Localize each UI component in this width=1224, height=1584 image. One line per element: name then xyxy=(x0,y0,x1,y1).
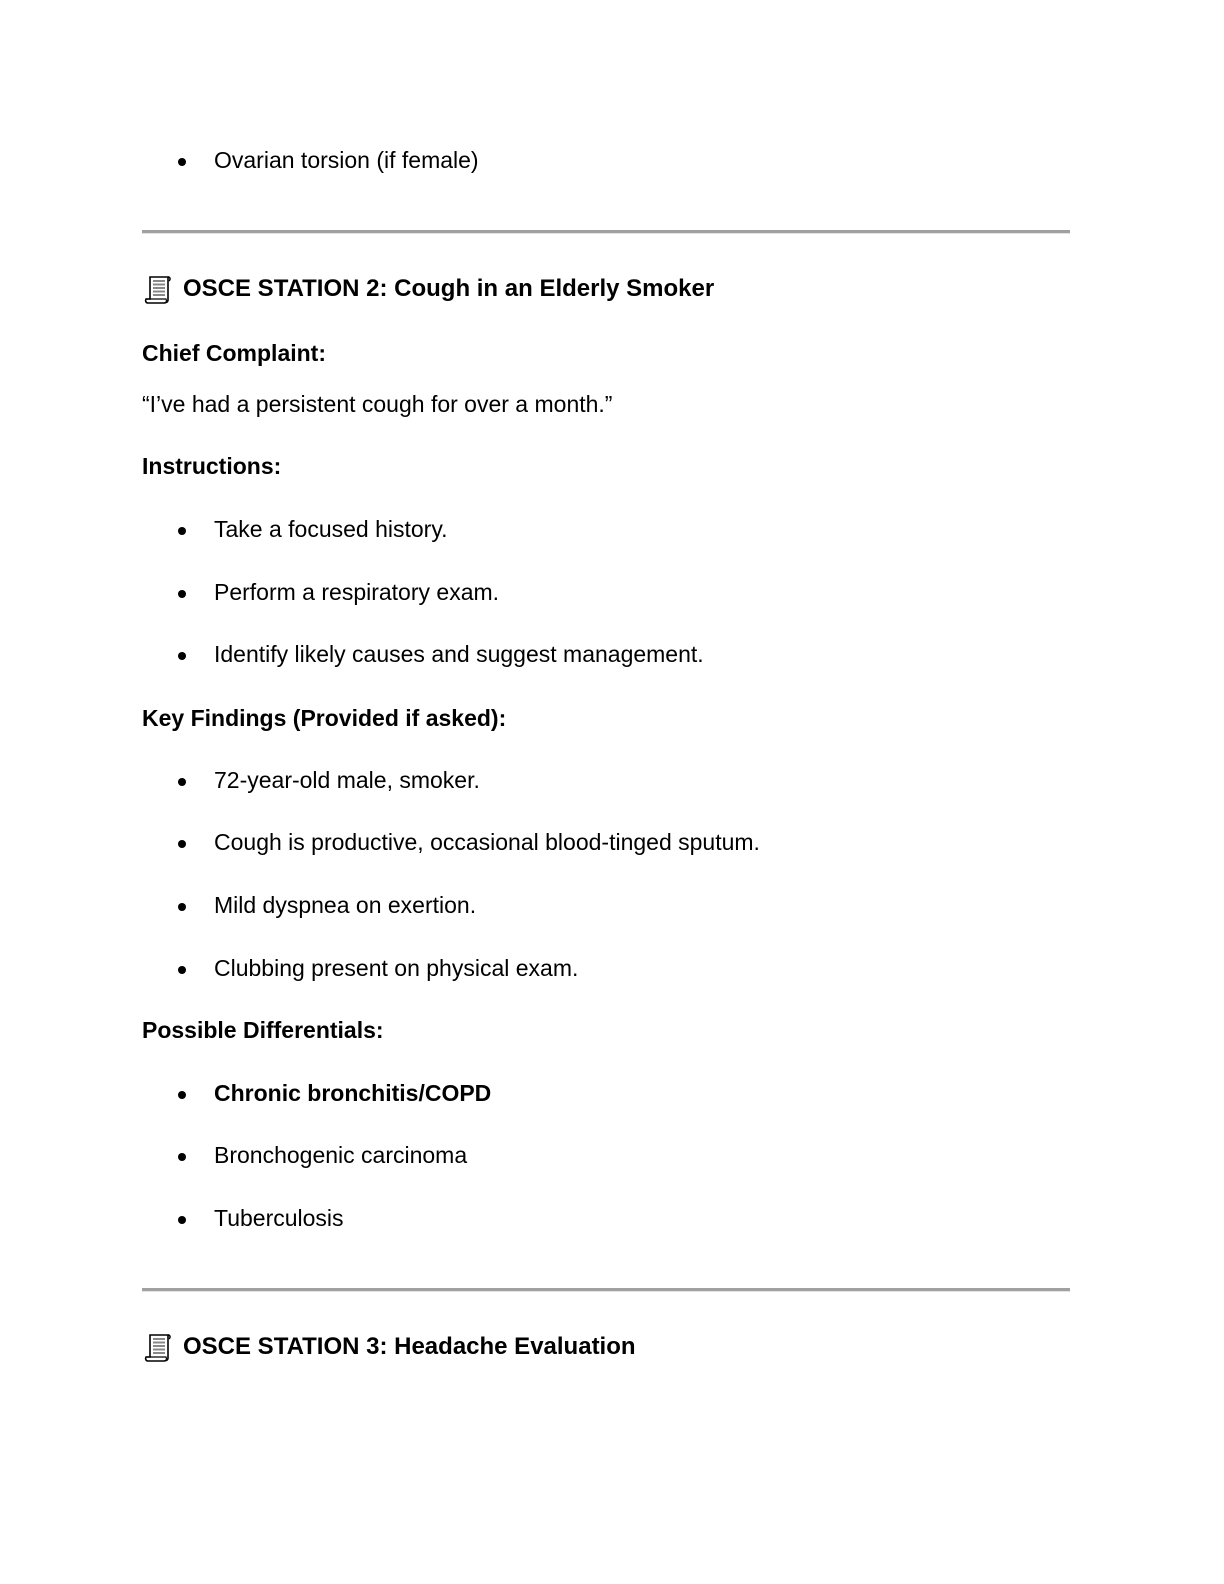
bullet-dot xyxy=(178,652,186,660)
list-item: Take a focused history. xyxy=(214,516,448,542)
section-divider xyxy=(142,230,1070,234)
bullet-dot xyxy=(178,590,186,598)
chief-complaint-quote: “I’ve had a persistent cough for over a month.” xyxy=(142,391,613,417)
list-item: Bronchogenic carcinoma xyxy=(214,1142,468,1168)
bullet-dot xyxy=(178,840,186,848)
list-item: Perform a respiratory exam. xyxy=(214,579,500,605)
instructions-heading: Instructions: xyxy=(142,453,282,479)
station-2-title: OSCE STATION 2: Cough in an Elderly Smoker xyxy=(183,275,715,302)
list-item: Identify likely causes and suggest management. xyxy=(214,641,704,667)
bullet-dot xyxy=(178,966,186,974)
list-item: Cough is productive, occasional blood-tinged sputum. xyxy=(214,829,760,855)
bullet-dot xyxy=(178,903,186,911)
differentials-heading: Possible Differentials: xyxy=(142,1017,384,1043)
list-item: Mild dyspnea on exertion. xyxy=(214,892,477,918)
station-3-title: OSCE STATION 3: Headache Evaluation xyxy=(183,1333,636,1360)
bullet-dot xyxy=(178,158,186,166)
list-item: Tuberculosis xyxy=(214,1205,344,1231)
bullet-dot xyxy=(178,1153,186,1161)
list-item: Chronic bronchitis/COPD xyxy=(214,1080,492,1106)
list-item: Clubbing present on physical exam. xyxy=(214,955,579,981)
list-item: 72-year-old male, smoker. xyxy=(214,767,480,793)
bullet-dot xyxy=(178,1091,186,1099)
section-divider xyxy=(142,1288,1070,1292)
chief-complaint-heading: Chief Complaint: xyxy=(142,340,326,366)
list-item: Ovarian torsion (if female) xyxy=(214,147,479,173)
bullet-dot xyxy=(178,778,186,786)
bullet-dot xyxy=(178,1216,186,1224)
key-findings-heading: Key Findings (Provided if asked): xyxy=(142,705,507,731)
bullet-dot xyxy=(178,527,186,535)
scroll-icon xyxy=(144,274,172,304)
scroll-icon xyxy=(144,1332,172,1362)
